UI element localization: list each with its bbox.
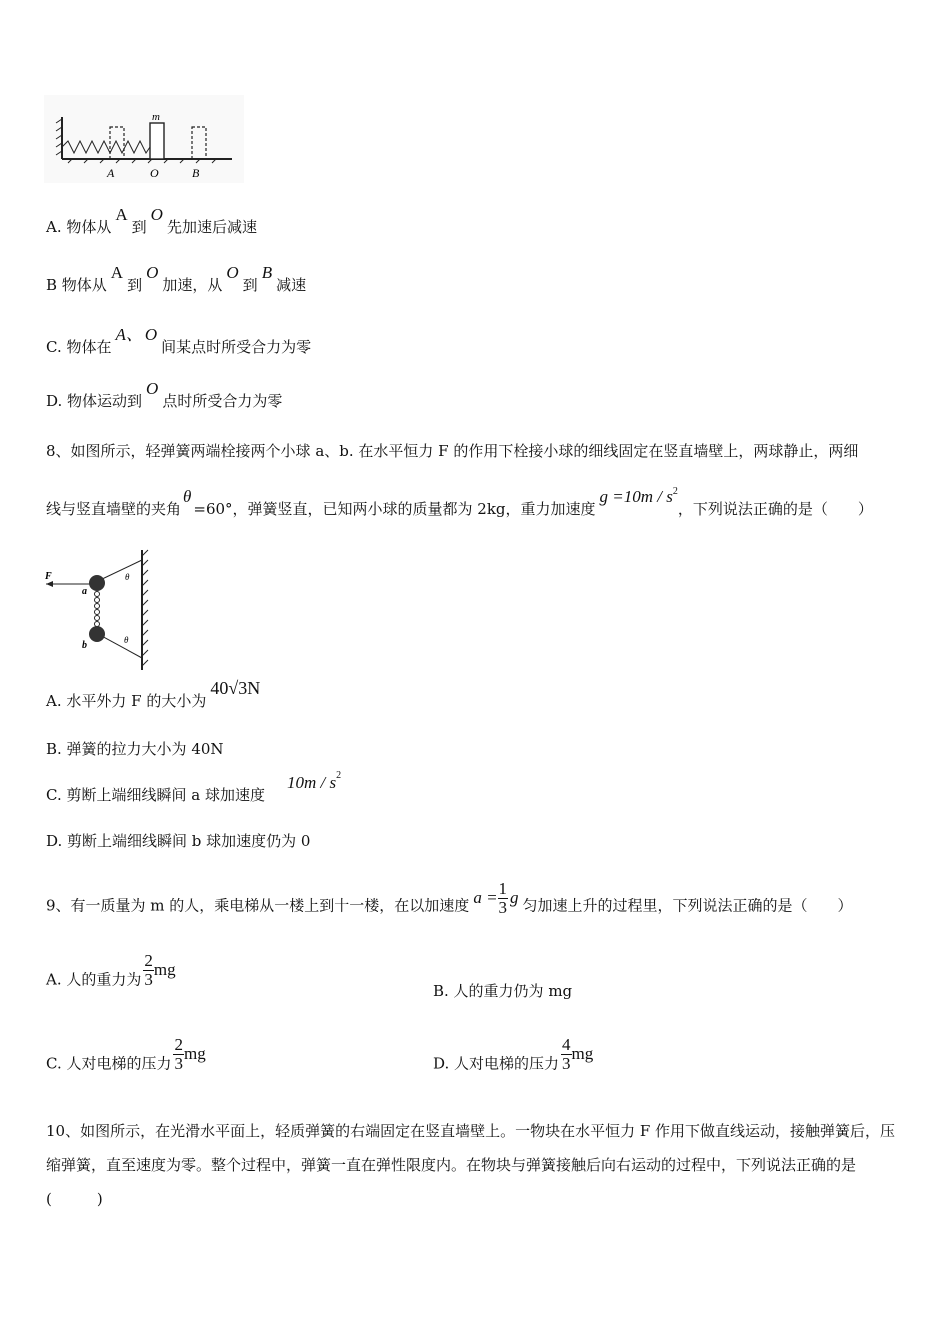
- q8-stem-line2: 线与竖直墙壁的夹角θ=60°，弹簧竖直，已知两小球的质量都为 2kg，重力加速度$g =10m / s^2$，下列说法正确的是（ ）: [46, 486, 873, 518]
- q7-label-o: O: [150, 166, 159, 180]
- q7-spring-figure: [44, 95, 244, 190]
- q8-option-c: C. 剪断上端细线瞬间 a 球加速度$10m / s^2$: [46, 770, 342, 804]
- q7-label-b: B: [192, 166, 200, 180]
- q9-option-a: A. 人的重力为 $\frac{2}{3}$ mg: [46, 951, 176, 989]
- q8-option-d: D. 剪断上端细线瞬间 b 球加速度仍为 0: [46, 832, 311, 850]
- q10-stem: 10、如图所示，在光滑水平面上，轻质弹簧的右端固定在竖直墙壁上。一物块在水平恒力 F 作用下做直线运动，接触弹簧后，压缩弹簧，直至速度为零。整个过程中，弹簧一直在弹性限度内。在物块与弹簧接触后向右运动的过程中，下列说法正确的是( ): [46, 1122, 896, 1208]
- q8-label-a: a: [82, 586, 87, 597]
- q8-label-f: F: [45, 571, 52, 582]
- q8-label-b: b: [82, 640, 87, 651]
- q9-accel-fraction: $\frac{1}{3}$: [498, 879, 508, 917]
- q8-label-theta-top: θ: [125, 572, 130, 582]
- q8-label-theta-bottom: θ: [124, 635, 129, 645]
- q7-label-a: A: [107, 166, 115, 180]
- q9-option-c: C. 人对电梯的压力 $\frac{2}{3}$ mg: [46, 1035, 206, 1073]
- q9-option-d: D. 人对电梯的压力 $\frac{4}{3}$ mg: [433, 1035, 594, 1073]
- q8-option-a: A. 水平外力 F 的大小为40√3N: [46, 678, 261, 710]
- q8-stem-line1: 8、如图所示，轻弹簧两端栓接两个小球 a、b. 在水平恒力 F 的作用下栓接小球的细线固定在竖直墙壁上，两球静止，两细: [46, 442, 859, 460]
- q7-option-d: D. 物体运动到O点时所受合力为零: [46, 379, 283, 410]
- q9-option-b: B. 人的重力仍为 mg: [433, 982, 573, 1000]
- q7-option-a: A. 物体从A到O先加速后减速: [46, 205, 257, 236]
- q8-option-b: B. 弹簧的拉力大小为 40N: [46, 740, 224, 758]
- q8-balls-figure: [42, 548, 162, 678]
- q7-label-m: m: [152, 111, 160, 123]
- q9-stem: 9、有一质量为 m 的人，乘电梯从一楼上到十一楼，在以加速度 a = $\frac{1}{3}$ g 匀加速上升的过程里，下列说法正确的是（ ）: [46, 879, 853, 917]
- q7-option-c: C. 物体在A、 O间某点时所受合力为零: [46, 325, 312, 356]
- q7-option-b: B 物体从A到O加速，从O到B减速: [46, 263, 307, 294]
